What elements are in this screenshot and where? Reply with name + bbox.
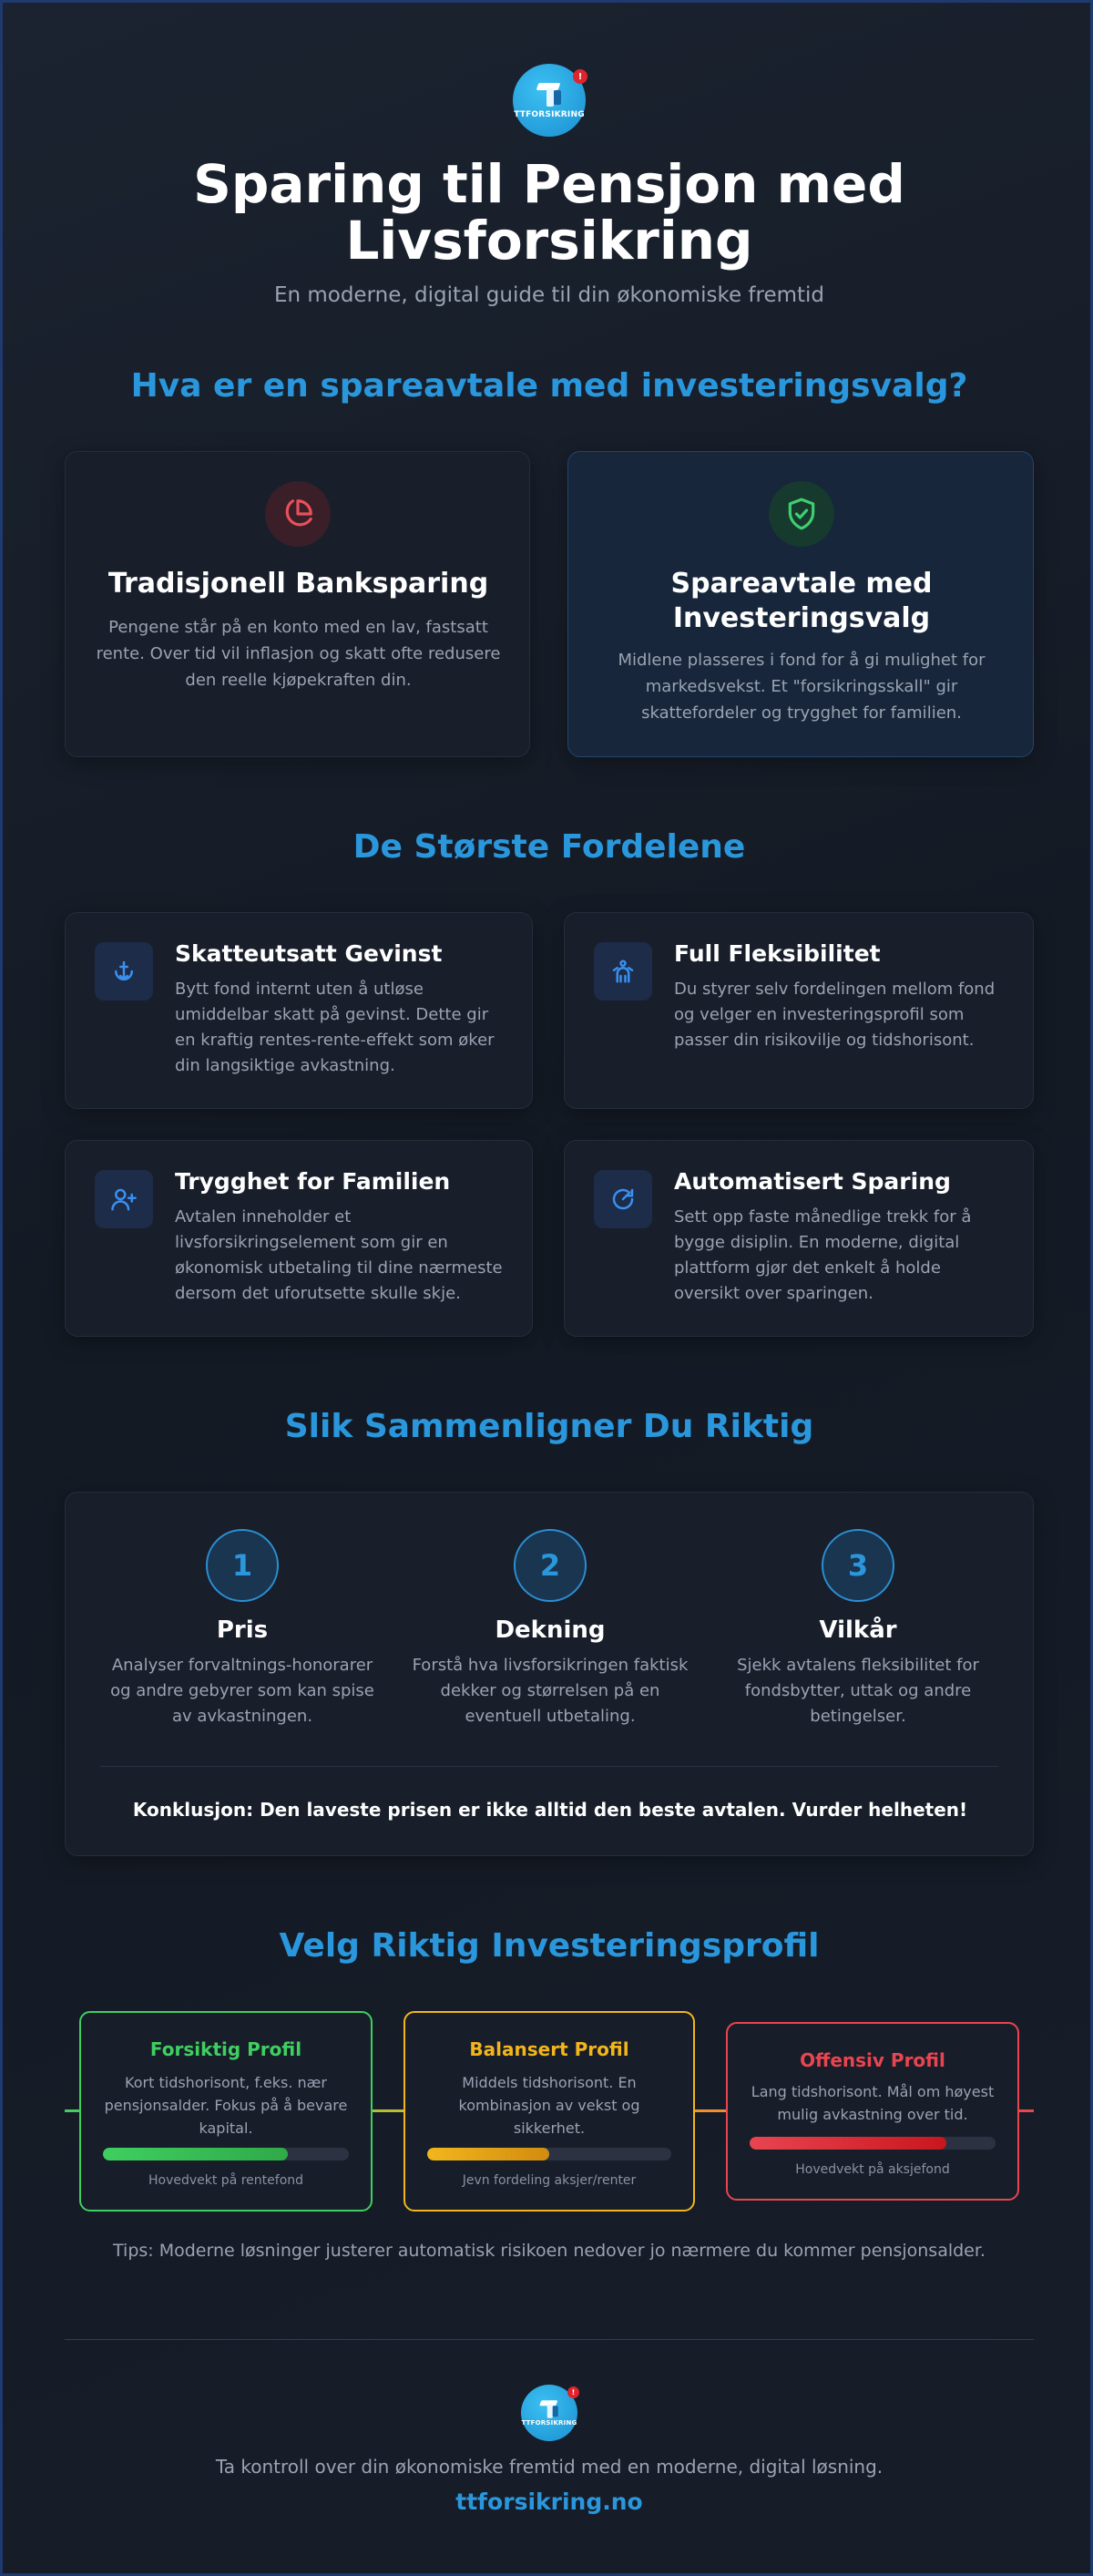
- risk-bar: [427, 2148, 671, 2160]
- card-investment-agreement: [567, 451, 1034, 757]
- step-number-1: 1: [206, 1529, 279, 1602]
- step-number-3: 3: [822, 1529, 894, 1602]
- step-title: Dekning: [495, 1616, 606, 1644]
- shield-check-icon: [769, 481, 834, 547]
- tip-text: Tips: Moderne løsninger justerer automatisk risikoen nedover jo nærmere du kommer pensjonsalder.: [113, 2241, 986, 2261]
- logo-text: TTFORSIKRING: [521, 2419, 577, 2427]
- step-text-line: fondsbytter, uttak og andre: [744, 1681, 972, 1700]
- profile-caption: Hovedvekt på aksjefond: [795, 2162, 950, 2177]
- benefit-text-line: Du styrer selv fordelingen mellom fond: [674, 980, 996, 999]
- step-text-line: eventuell utbetaling.: [465, 1707, 636, 1726]
- section-heading-benefits: De Største Fordelene: [352, 828, 746, 866]
- card-title-line: Investeringsvalg: [672, 602, 931, 634]
- step-text-line: av avkastningen.: [171, 1707, 313, 1726]
- profile-card-balanced[interactable]: [403, 2011, 695, 2212]
- footer-text: Ta kontroll over din økonomiske fremtid med en moderne, digital løsning.: [215, 2456, 884, 2478]
- step-text-line: Sjekk avtalens fleksibilitet for: [737, 1656, 979, 1675]
- benefit-text-line: umiddelbar skatt på gevinst. Dette gir: [175, 1005, 489, 1024]
- notification-badge: !: [567, 2386, 579, 2398]
- page-title-line2: Livsforsikring: [345, 210, 753, 272]
- profile-desc-line: mulig avkastning over tid.: [777, 2106, 968, 2123]
- benefit-text: [674, 1205, 1011, 1307]
- footer-logo[interactable]: [521, 2385, 577, 2441]
- divider: [100, 1766, 998, 1767]
- pie-chart-icon: [265, 481, 331, 547]
- page-title: [3, 153, 1093, 272]
- profile-desc-line: Middels tidshorisont. En: [462, 2074, 637, 2091]
- benefit-text-line: Avtalen inneholder et: [175, 1207, 352, 1226]
- step-text-line: Analyser forvaltnings-honorarer: [111, 1656, 373, 1675]
- profile-desc-line: kombinasjon av vekst og: [458, 2097, 640, 2114]
- card-text-line: Midlene plasseres i fond for å gi mulighet for: [618, 651, 986, 670]
- card-text-line: Pengene står på en konto med en lav, fastsatt: [108, 618, 488, 637]
- step-title: Vilkår: [819, 1616, 897, 1644]
- card-title-line: Spareavtale med: [670, 568, 933, 600]
- benefit-title: Trygghet for Familien: [175, 1168, 451, 1195]
- profile-desc-line: kapital.: [199, 2119, 253, 2137]
- profile-desc-line: Kort tidshorisont, f.eks. nær: [125, 2074, 327, 2091]
- compare-panel: [65, 1492, 1034, 1856]
- benefit-text-line: oversikt over sparingen.: [674, 1284, 873, 1303]
- benefit-text-line: passer din risikovilje og tidshorisont.: [674, 1031, 975, 1050]
- conclusion-text: Konklusjon: Den laveste prisen er ikke alltid den beste avtalen. Vurder helheten!: [132, 1799, 968, 1821]
- benefit-text-line: plattform gjør det enkelt å holde: [674, 1258, 941, 1278]
- benefit-text: [175, 1205, 512, 1307]
- card-text-line: rente. Over tid vil inflasjon og skatt ofte redusere: [96, 644, 501, 663]
- profile-desc: [424, 2071, 675, 2140]
- footer-link[interactable]: ttforsikring.no: [455, 2489, 643, 2515]
- benefit-text-line: bygge disiplin. En moderne, digital: [674, 1233, 960, 1252]
- step-title: Pris: [216, 1616, 269, 1644]
- card-text-line: den reelle kjøpekraften din.: [185, 671, 412, 690]
- card-text-line: skattefordeler og trygghet for familien.: [641, 703, 962, 723]
- benefit-card-family: [65, 1140, 533, 1337]
- section-heading-compare: Slik Sammenligner Du Riktig: [284, 1408, 814, 1445]
- card-bank-saving: [65, 451, 530, 757]
- benefit-text-line: økonomisk utbetaling til dine nærmeste: [175, 1258, 503, 1278]
- benefit-title: Automatisert Sparing: [674, 1168, 951, 1195]
- step-text: [78, 1653, 406, 1729]
- card-text: [568, 647, 1035, 726]
- benefit-text-line: Sett opp faste månedlige trekk for å: [674, 1207, 972, 1226]
- page-subtitle: En moderne, digital guide til din økonomiske fremtid: [273, 283, 825, 307]
- profile-desc-line: Lang tidshorisont. Mål om høyest: [751, 2083, 995, 2100]
- footer-divider: [65, 2339, 1034, 2340]
- profile-desc-line: pensjonsalder. Fokus på å bevare: [104, 2097, 348, 2114]
- benefit-card-flex: [564, 912, 1034, 1109]
- risk-bar-fill: [103, 2148, 288, 2160]
- risk-bar-fill: [750, 2137, 946, 2150]
- profile-desc: [99, 2071, 352, 2140]
- risk-bar: [750, 2137, 996, 2150]
- risk-bar: [103, 2148, 349, 2160]
- brand-logo[interactable]: [513, 64, 586, 137]
- profile-title: Forsiktig Profil: [149, 2038, 302, 2060]
- profile-desc-line: sikkerhet.: [513, 2119, 586, 2137]
- anchor-icon: [95, 942, 153, 1001]
- card-title-line: Tradisjonell Banksparing: [107, 568, 489, 600]
- logo-text: TTFORSIKRING: [514, 110, 585, 119]
- benefit-text-line: Bytt fond internt uten å utløse: [175, 980, 424, 999]
- benefit-text-line: en kraftig rentes-rente-effekt som øker: [175, 1031, 495, 1050]
- benefit-text: [674, 977, 1011, 1053]
- benefit-title: Skatteutsatt Gevinst: [175, 940, 443, 967]
- person-arrows-icon: [594, 942, 652, 1001]
- benefit-text-line: dersom det uforutsette skulle skje.: [175, 1284, 461, 1303]
- page-title-line1: Sparing til Pensjon med: [193, 153, 905, 215]
- card-title: [568, 567, 1035, 636]
- step-text-line: dekker og størrelsen på en: [440, 1681, 660, 1700]
- profile-desc: [746, 2080, 999, 2126]
- benefit-text-line: din langsiktige avkastning.: [175, 1056, 395, 1075]
- step-text-line: Forstå hva livsforsikringen faktisk: [412, 1656, 689, 1675]
- benefit-title: Full Fleksibilitet: [674, 940, 881, 967]
- notification-badge: !: [573, 69, 587, 84]
- card-text-line: markedsvekst. Et "forsikringsskall" gir: [645, 677, 958, 696]
- refresh-arrow-icon: [594, 1170, 652, 1228]
- benefit-card-automatic: [564, 1140, 1034, 1337]
- logo-mark-icon: [537, 2399, 561, 2420]
- card-title: [66, 567, 531, 601]
- profile-card-offensive[interactable]: [726, 2022, 1019, 2201]
- profile-card-cautious[interactable]: [79, 2011, 373, 2212]
- logo-mark-icon: [534, 81, 565, 108]
- section-heading-profiles: Velg Riktig Investeringsprofil: [279, 1927, 820, 1965]
- benefit-text-line: og velger en investeringsprofil som: [674, 1005, 965, 1024]
- user-plus-icon: [95, 1170, 153, 1228]
- step-number-2: 2: [514, 1529, 587, 1602]
- profile-title: Offensiv Profil: [800, 2049, 945, 2071]
- benefit-text-line: livsforsikringselement som gir en: [175, 1233, 448, 1252]
- benefit-card-tax: [65, 912, 533, 1109]
- profile-title: Balansert Profil: [469, 2038, 629, 2060]
- card-text: [66, 614, 531, 693]
- benefit-text: [175, 977, 512, 1079]
- profile-caption: Hovedvekt på rentefond: [148, 2173, 304, 2188]
- section-heading-what: Hva er en spareavtale med investeringsvalg?: [130, 367, 968, 405]
- profile-caption: Jevn fordeling aksjer/renter: [462, 2173, 637, 2188]
- step-text-line: og andre gebyrer som kan spise: [110, 1681, 374, 1700]
- step-text: [694, 1653, 1022, 1729]
- risk-bar-fill: [427, 2148, 549, 2160]
- step-text-line: betingelser.: [810, 1707, 906, 1726]
- step-text: [386, 1653, 714, 1729]
